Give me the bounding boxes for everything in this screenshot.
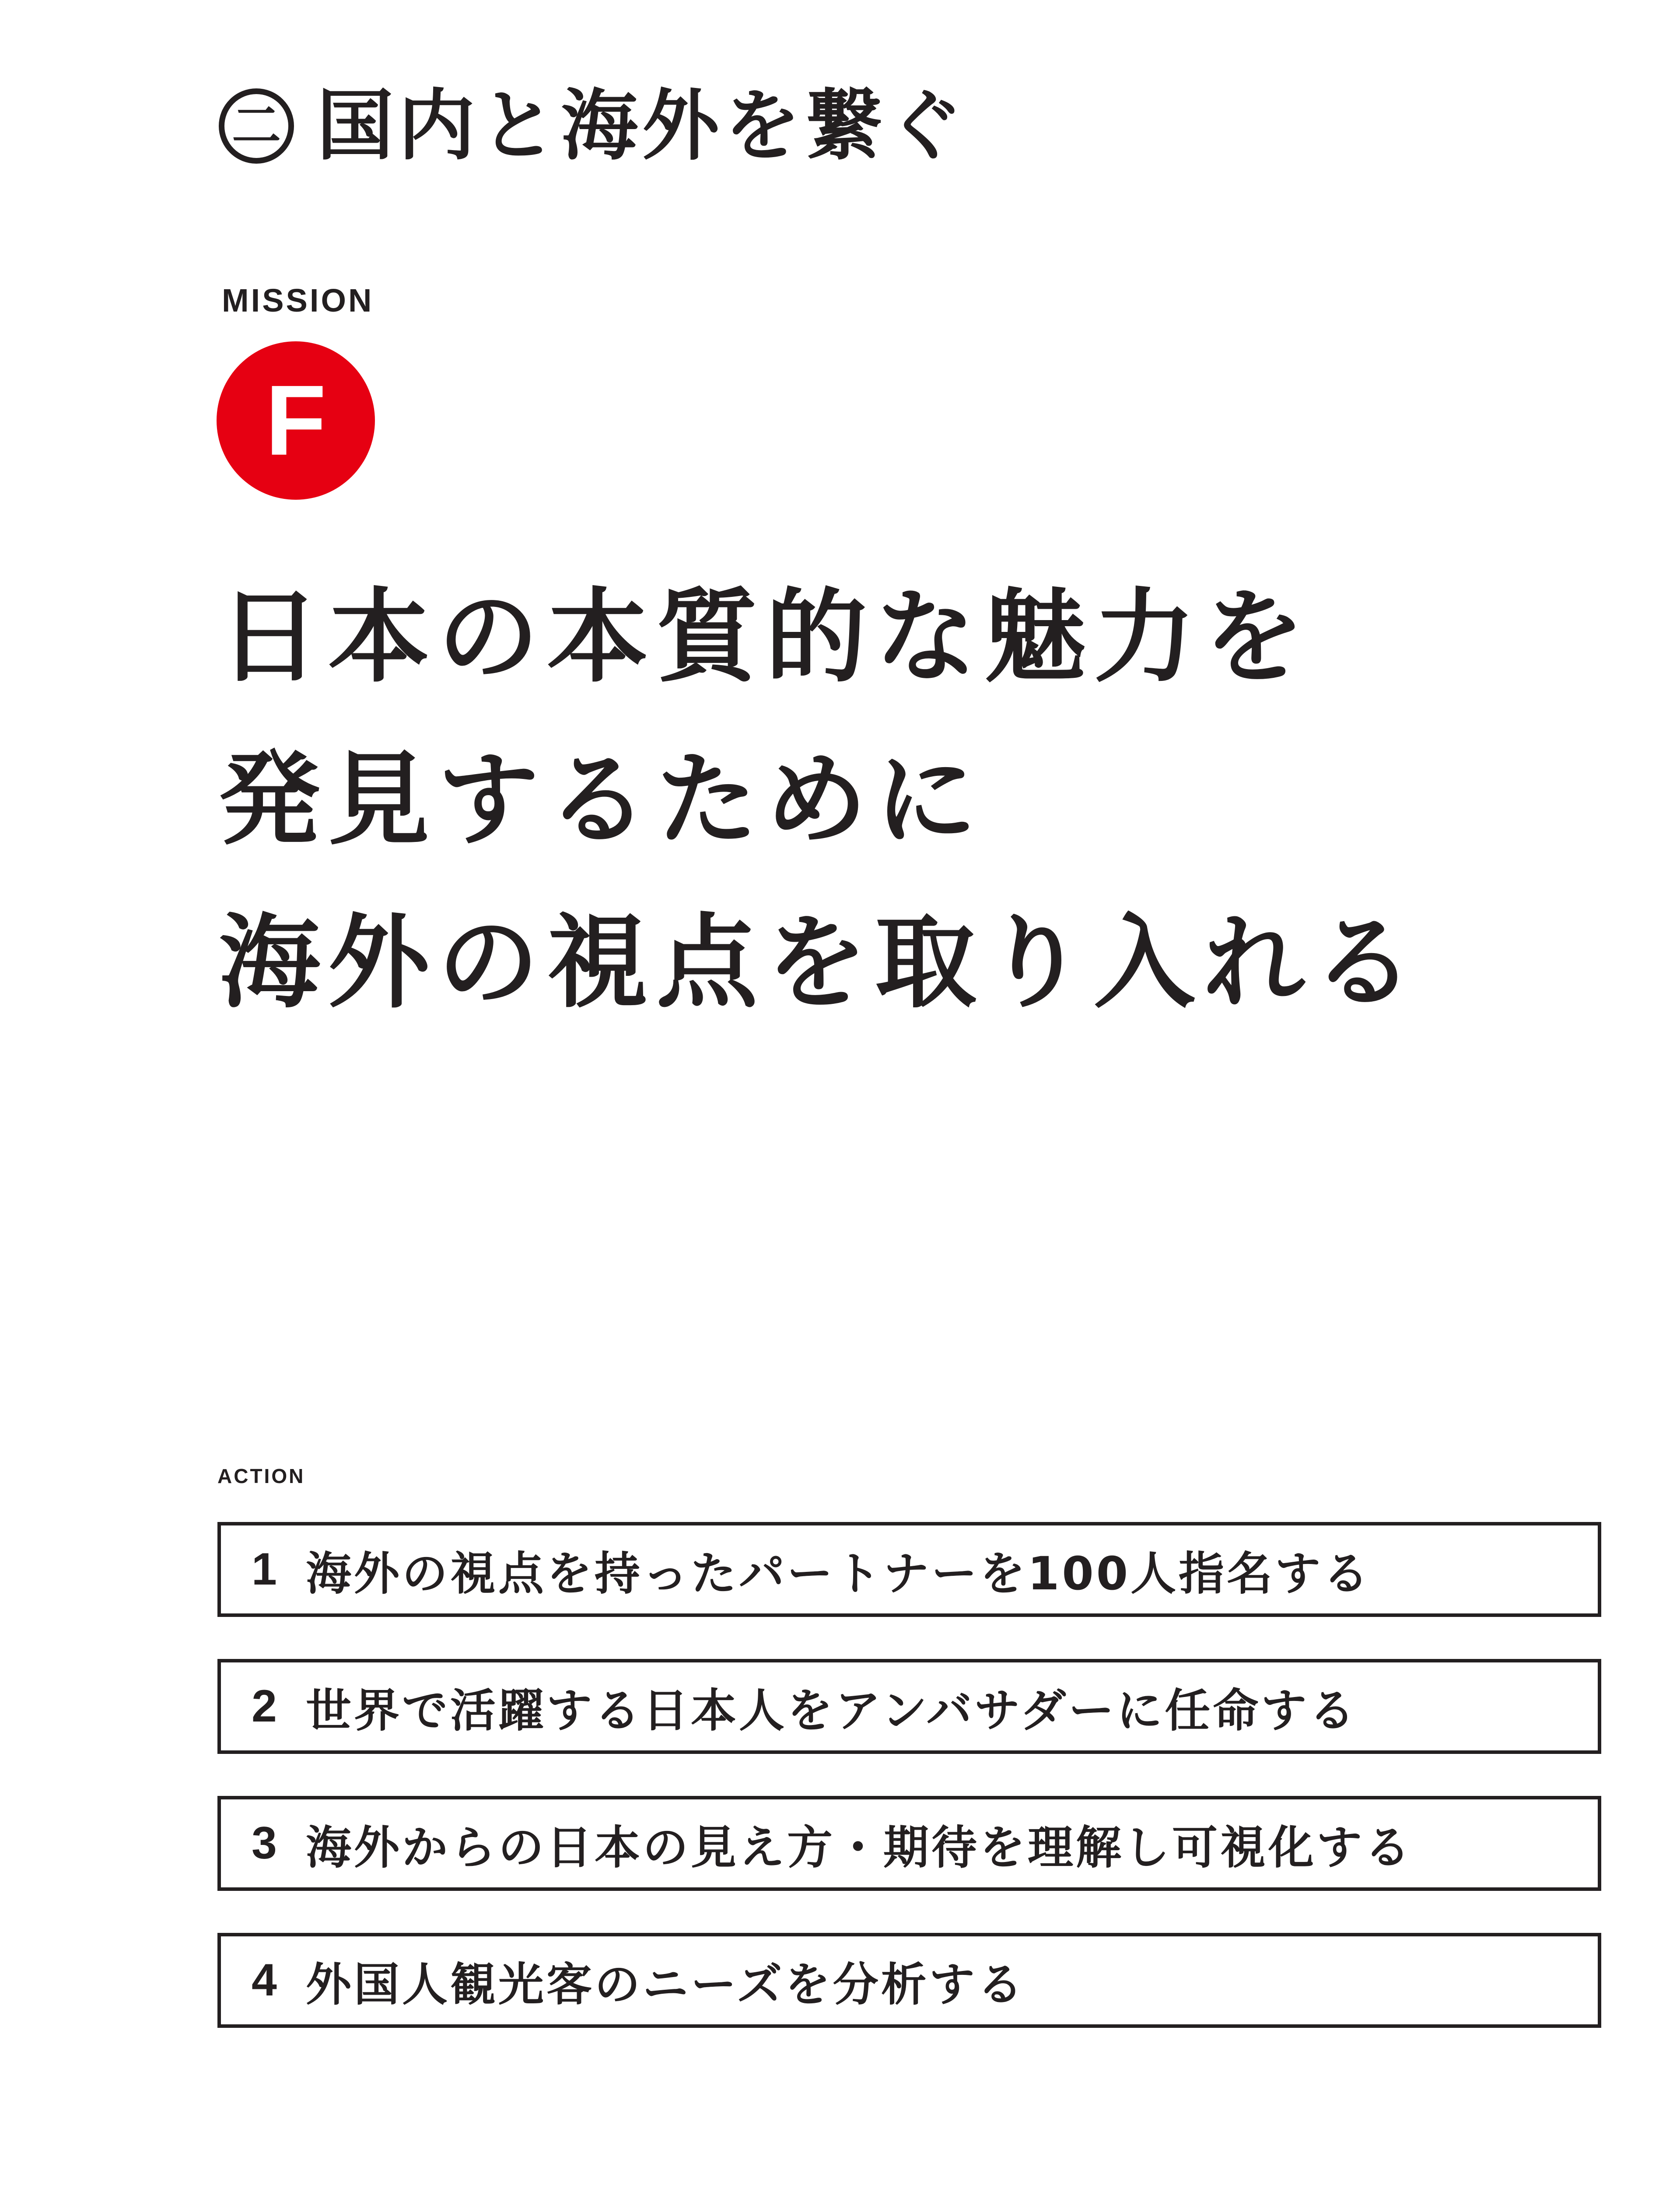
action-item xyxy=(217,1796,1601,1891)
mission-title-line: 海外の視点を取り入れる xyxy=(219,904,1422,1022)
action-item xyxy=(217,1522,1601,1617)
action-text: 海外からの日本の見え方・期待を理解し可視化する xyxy=(306,1820,1413,1874)
chapter-heading xyxy=(219,77,968,175)
mission-title-line: 発見するために xyxy=(219,741,985,859)
action-number: 3 xyxy=(252,1818,277,1869)
action-text: 世界で活躍する日本人をアンバサダーに任命する xyxy=(306,1683,1358,1737)
action-number: 2 xyxy=(252,1681,277,1732)
action-text: 海外の視点を持ったパートナーを100人指名する xyxy=(306,1546,1372,1600)
mission-label: MISSION xyxy=(222,282,374,319)
action-label: ACTION xyxy=(217,1465,305,1487)
action-number: 1 xyxy=(252,1544,277,1595)
action-text: 外国人観光客のニーズを分析する xyxy=(306,1957,1026,2011)
chapter-number-badge: 二 xyxy=(219,88,294,164)
action-list xyxy=(217,1522,1601,2070)
mission-title-line: 日本の本質的な魅力を xyxy=(219,578,1313,696)
mission-title xyxy=(219,556,1575,1044)
mission-letter-badge: F xyxy=(217,341,375,500)
action-item xyxy=(217,1659,1601,1754)
chapter-title: 国内と海外を繋ぐ xyxy=(317,81,968,171)
action-number: 4 xyxy=(252,1955,277,2006)
action-item xyxy=(217,1933,1601,2028)
